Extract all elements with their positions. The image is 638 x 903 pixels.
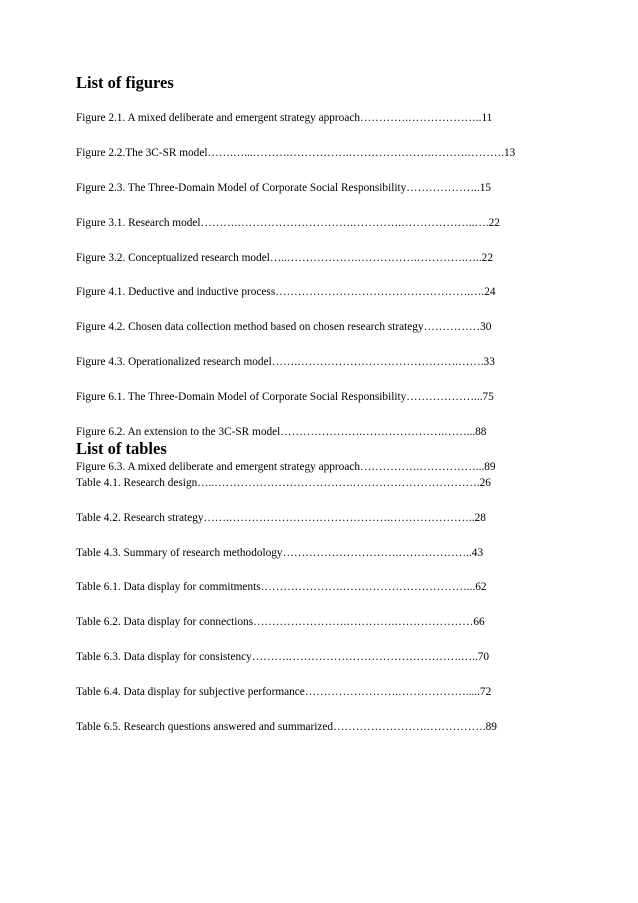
figures-list: [76, 110, 515, 494]
table-entry: Table 4.3. Summary of research methodology………………………….………………..43: [76, 546, 484, 559]
table-entry: Table 6.4. Data display for subjective performance…………………….……………….....72: [76, 685, 492, 698]
table-entry: Table 6.5. Research questions answered and summarized…………………….…………….89: [76, 720, 497, 733]
figure-entry: Figure 2.2.The 3C-SR model…….…...……….…………….………………….……….……….13: [76, 146, 516, 159]
table-entry: Table 6.3. Data display for consistency……….……………………………………….…..70: [76, 650, 490, 663]
figure-entry: Figure 4.1. Deductive and inductive process…………………………………………….….24: [76, 286, 496, 299]
figure-entry: Figure 2.1. A mixed deliberate and emergent strategy approach………….………………..11: [76, 112, 493, 124]
figure-entry: Figure 6.1. The Three-Domain Model of Corporate Social Responsibility………………...75: [76, 391, 494, 404]
figure-entry: Figure 6.2. An extension to the 3C-SR model………………….………………….……...88: [76, 426, 487, 439]
figure-entry: Figure 3.1. Research model……….………………………….………….………………..….22: [76, 216, 500, 229]
list-of-figures-heading: List of figures: [76, 73, 174, 92]
figure-entry: Figure 6.3. A mixed deliberate and emergent strategy approach…………….……………...89: [76, 460, 496, 473]
table-entry: Table 6.1. Data display for commitments………………….……………………………...62: [76, 581, 487, 594]
figure-entry: Figure 4.2. Chosen data collection method based on chosen research strategy……………30: [76, 321, 492, 334]
tables-list: [76, 475, 497, 753]
figure-entry: Figure 3.2. Conceptualized research model…..……………….…………….………….…..22: [76, 251, 493, 264]
figure-entry: Figure 4.3. Operationalized research model…….…………………………………….…….33: [76, 356, 495, 369]
figure-entry: Figure 2.3. The Three-Domain Model of Corporate Social Responsibility………………..15: [76, 181, 492, 194]
table-entry: Table 6.2. Data display for connections…………………….………….…………………66: [76, 616, 485, 629]
list-of-tables-heading: List of tables: [76, 439, 167, 458]
table-entry: Table 4.1. Research design…..……………………………….…………………………….26: [76, 477, 491, 489]
table-entry: Table 4.2. Research strategy…….…………………………………….…………………..28: [76, 511, 486, 524]
